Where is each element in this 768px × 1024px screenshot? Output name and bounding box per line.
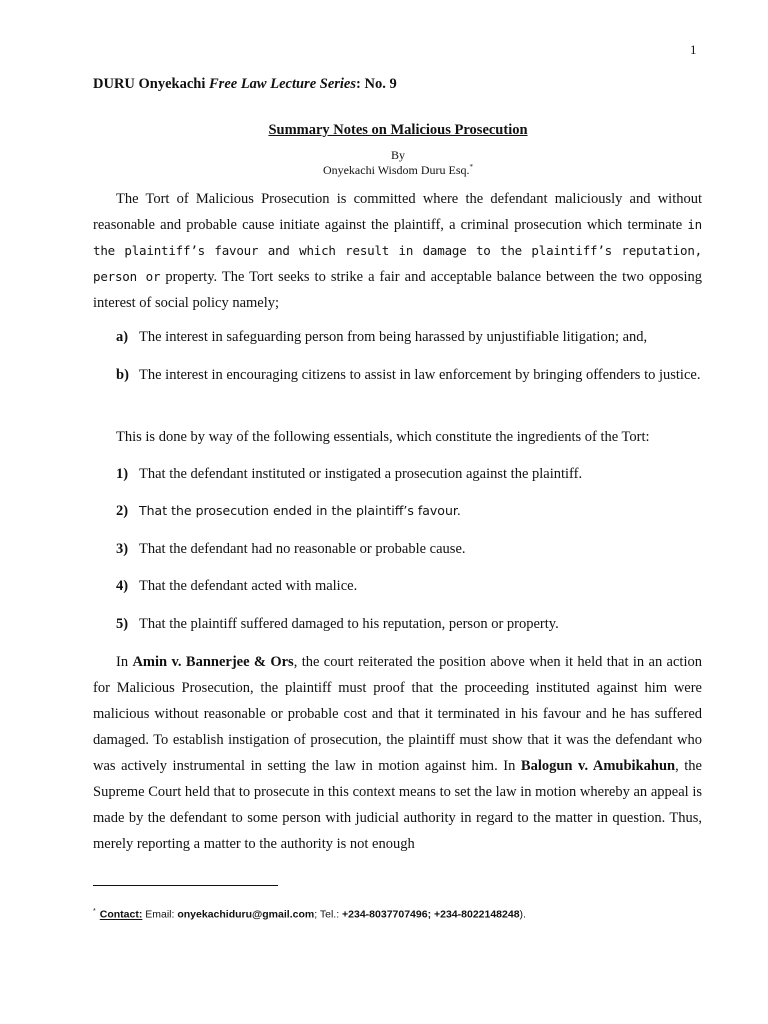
series-number: : No. 9 — [356, 76, 397, 92]
essential-item-2 — [116, 498, 702, 524]
essential-item-4 — [116, 573, 702, 599]
list-marker: 2) — [116, 503, 129, 519]
list-text: That the defendant had no reasonable or probable cause. — [139, 541, 466, 557]
list-text: The interest in safeguarding person from being harassed by unjustifiable litigation; and, — [139, 329, 648, 345]
list-text: That the defendant acted with malice. — [139, 578, 358, 594]
essential-item-3 — [116, 536, 702, 562]
series-name: Free Law Lecture Series — [209, 76, 357, 92]
list-marker: 5) — [116, 616, 129, 632]
intro-paragraph — [93, 186, 702, 316]
case-name-balogun: Balogun v. Amubikahun — [520, 758, 676, 774]
list-text: That the defendant instituted or instigated a prosecution against the plaintiff. — [139, 466, 583, 482]
footnote-divider — [93, 885, 278, 886]
list-marker: 1) — [116, 466, 129, 482]
footnote-mark: * — [93, 908, 96, 915]
footnote-marker[interactable]: * — [469, 163, 474, 171]
series-header — [93, 76, 397, 93]
byline-author — [0, 163, 768, 178]
essential-item-1 — [116, 461, 702, 487]
list-text: That the prosecution ended in the plaintiff’s favour. — [139, 503, 461, 518]
list-text: The interest in encouraging citizens to assist in law enforcement by bringing offenders to justice. — [139, 367, 701, 383]
case-prefix: In — [116, 654, 133, 670]
essential-item-5 — [116, 611, 702, 637]
list-marker: a) — [116, 329, 129, 345]
essentials-intro: This is done by way of the following essentials, which constitute the ingredients of the Tort: — [116, 429, 650, 445]
footnote-tel-label: ; Tel.: — [314, 908, 343, 921]
footnote-contact-label: Contact: — [99, 908, 143, 921]
series-author: DURU Onyekachi — [93, 76, 206, 92]
footnote-end: ). — [519, 908, 526, 921]
page-number: 1 — [690, 42, 697, 57]
list-text: That the plaintiff suffered damaged to his reputation, person or property. — [139, 616, 559, 632]
footnote-phones: +234-8037707496; +234-8022148248 — [342, 908, 520, 921]
footnote-email[interactable]: onyekachiduru@gmail.com — [177, 908, 315, 921]
intro-line1: The Tort of Malicious Prosecution is committed where the defendant maliciously and without reasonable and probable cause initiate against the plaintiff, a criminal prosecution which terminate — [93, 191, 702, 233]
case-name-amin: Amin v. Bannerjee & Ors — [132, 654, 294, 670]
footnote-email-label: Email: — [142, 908, 178, 921]
byline-by: By — [390, 148, 405, 162]
author-name: Onyekachi Wisdom Duru Esq. — [322, 163, 470, 177]
document-title: Summary Notes on Malicious Prosecution — [268, 122, 528, 138]
interest-item-b — [116, 362, 702, 388]
intro-rest: property. The Tort seeks to strike a fair and acceptable balance between the two opposing interest of social policy namely; — [93, 269, 703, 311]
list-marker: 3) — [116, 541, 129, 557]
case-paragraph — [93, 649, 702, 857]
case-text-1: , the court reiterated the position above when it held that in an action for Malicious Prosecution, the plaintiff must proof that the proceeding instituted against him were malicious without reasonable or probable cost and that it terminated in his favour and he has suffered damaged. To establish instigation of prosecution, the plaintiff must show that it was the defendant who was actively instrumental in setting the law in motion against him. In — [93, 654, 702, 774]
footnote — [93, 908, 713, 921]
interest-item-a — [116, 324, 702, 350]
list-marker: b) — [116, 367, 129, 383]
case-text-2: , the Supreme Court held that to prosecute in this context means to set the law in motion whereby an appeal is made by the defendant to some person with judicial authority in regard to the matter in question. Thus, merely reporting a matter to the authority is not enough — [93, 758, 702, 852]
intro-line3: in the plaintiff’s favour and which result in damage to the plaintiff’s reputation, person or — [93, 217, 702, 284]
list-marker: 4) — [116, 578, 129, 594]
